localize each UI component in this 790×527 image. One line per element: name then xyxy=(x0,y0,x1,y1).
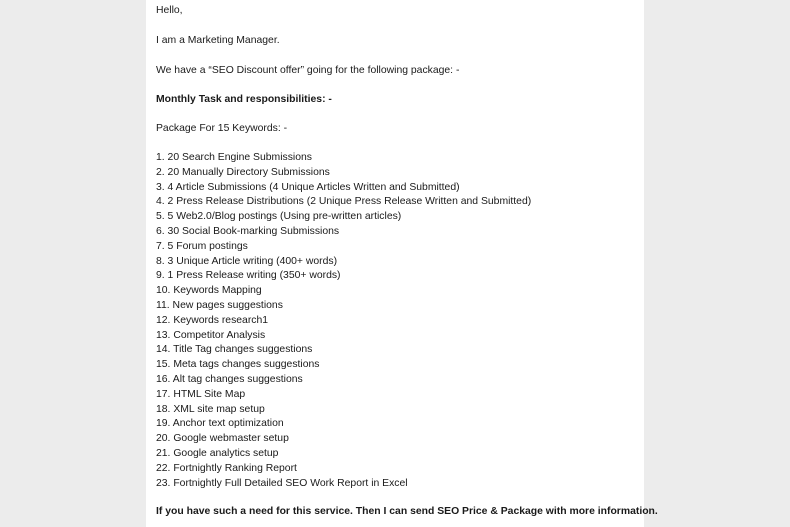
package-text: Package For 15 Keywords: - xyxy=(156,123,288,134)
offer-text: We have a “SEO Discount offer” going for the following package: - xyxy=(156,65,460,76)
list-item: 4. 2 Press Release Distributions (2 Unique Press Release Written and Submitted) xyxy=(156,196,532,208)
section-heading: Monthly Task and responsibilities: - xyxy=(156,94,332,105)
list-item: 22. Fortnightly Ranking Report xyxy=(156,462,297,474)
list-item: 18. XML site map setup xyxy=(156,403,265,415)
list-item: 10. Keywords Mapping xyxy=(156,285,262,297)
list-item: 12. Keywords research1 xyxy=(156,314,269,326)
list-item: 16. Alt tag changes suggestions xyxy=(156,373,303,385)
list-item: 8. 3 Unique Article writing (400+ words) xyxy=(156,255,338,267)
list-item: 14. Title Tag changes suggestions xyxy=(156,344,313,356)
email-body xyxy=(146,0,658,527)
list-item: 9. 1 Press Release writing (350+ words) xyxy=(156,270,341,282)
list-item: 13. Competitor Analysis xyxy=(156,329,266,341)
closing-text: If you have such a need for this service. Then I can send SEO Price & Package with more information. xyxy=(156,506,658,517)
list-item: 19. Anchor text optimization xyxy=(156,418,284,430)
list-item: 7. 5 Forum postings xyxy=(156,240,248,252)
list-item: 2. 20 Manually Directory Submissions xyxy=(156,166,330,178)
list-item: 21. Google analytics setup xyxy=(156,447,279,459)
task-list xyxy=(156,151,531,491)
list-item: 23. Fortnightly Full Detailed SEO Work Report in Excel xyxy=(156,477,408,489)
list-item: 5. 5 Web2.0/Blog postings (Using pre-written articles) xyxy=(156,211,402,223)
list-item: 6. 30 Social Book-marking Submissions xyxy=(156,225,340,237)
list-item: 3. 4 Article Submissions (4 Unique Articles Written and Submitted) xyxy=(156,181,460,193)
list-item: 20. Google webmaster setup xyxy=(156,433,289,445)
greeting-text: Hello, xyxy=(156,5,183,16)
list-item: 15. Meta tags changes suggestions xyxy=(156,359,320,371)
intro-text: I am a Marketing Manager. xyxy=(156,35,280,46)
list-item: 11. New pages suggestions xyxy=(156,299,283,311)
list-item: 1. 20 Search Engine Submissions xyxy=(156,152,312,163)
list-item: 17. HTML Site Map xyxy=(156,388,246,400)
